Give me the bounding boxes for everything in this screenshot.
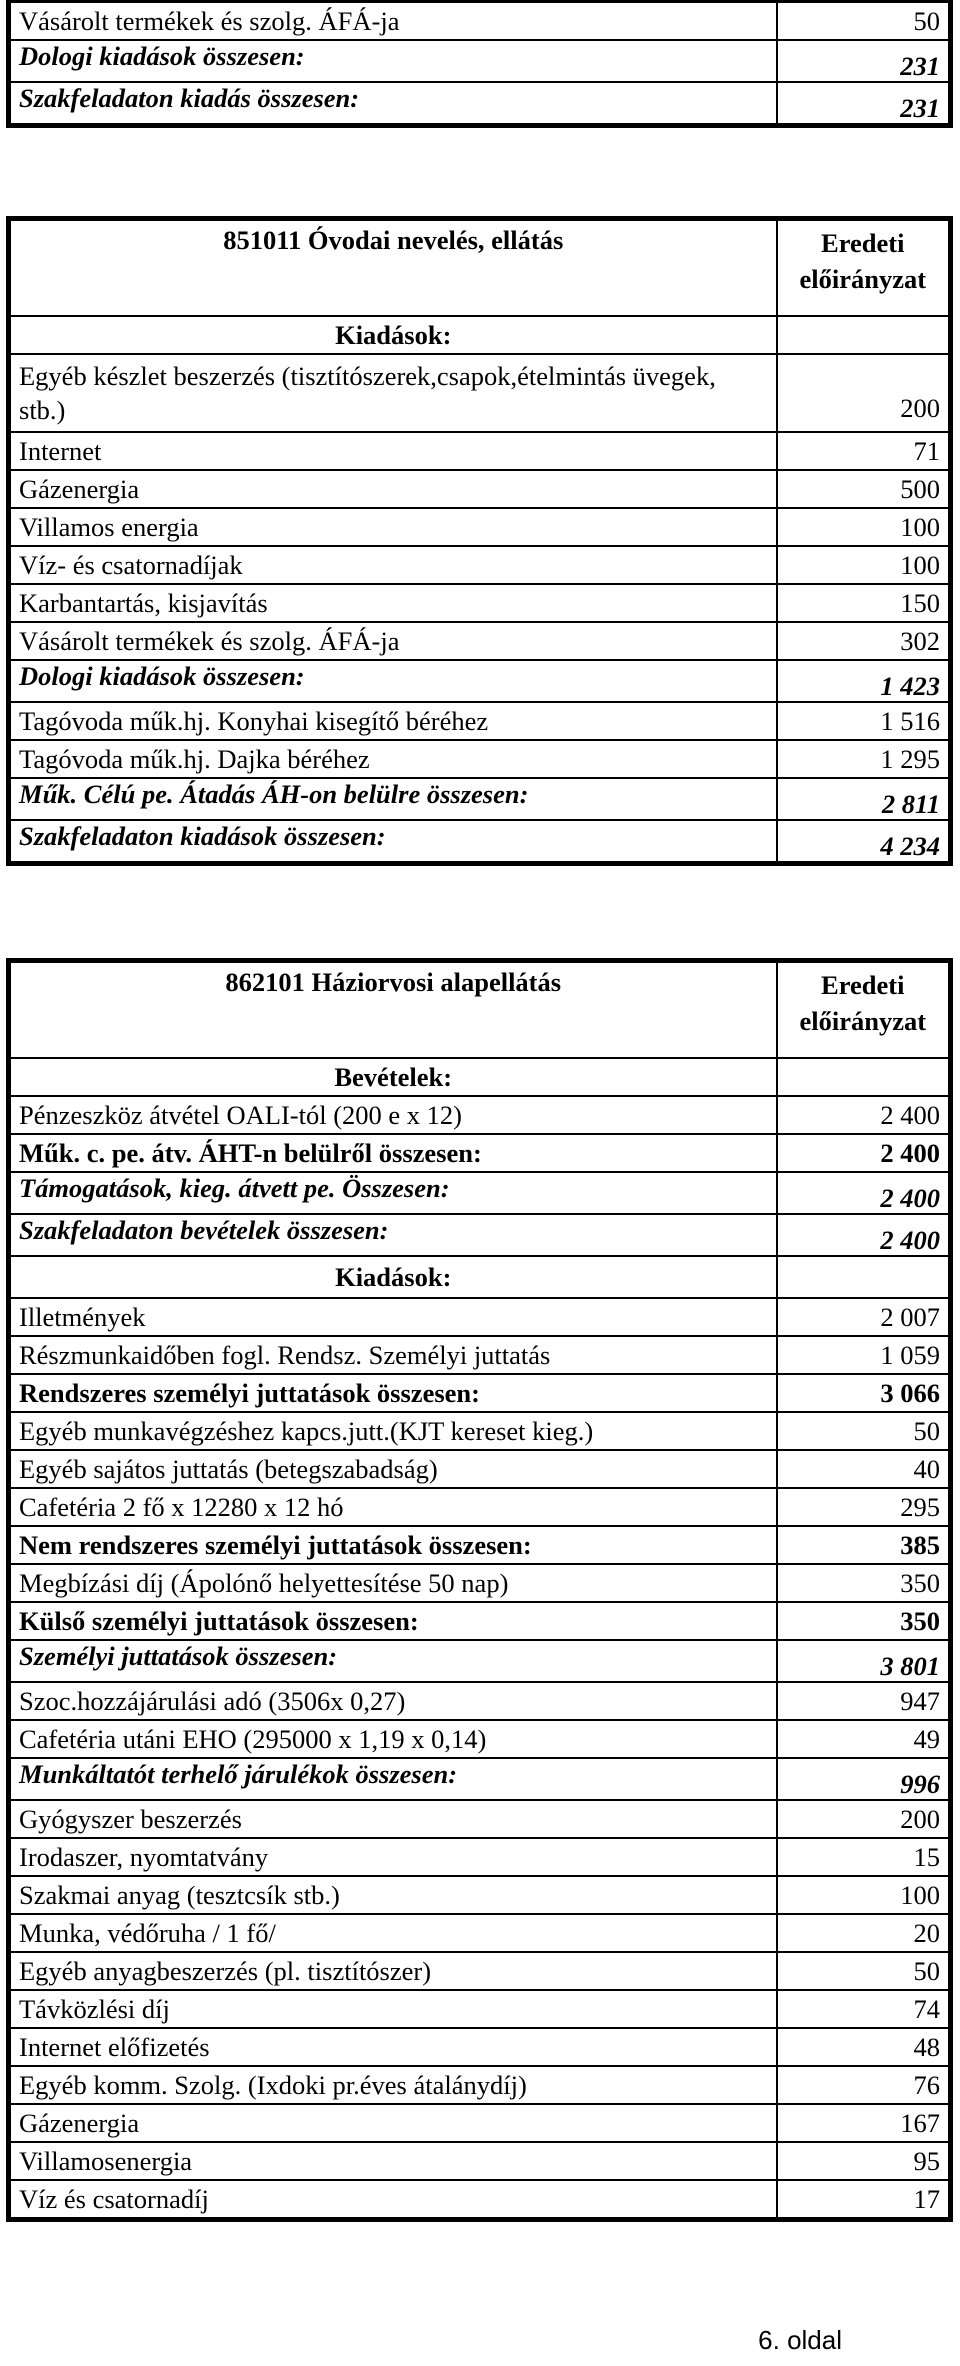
row-label: Munka, védőruha / 1 fő/ <box>9 1914 777 1952</box>
expenses-subheader: Kiadások: <box>9 316 777 354</box>
budget-table-862101 <box>6 958 953 2222</box>
table-row <box>9 1134 951 1172</box>
table-row <box>9 1564 951 1602</box>
table-row <box>9 82 951 126</box>
table-row <box>9 820 951 864</box>
row-value: 200 <box>777 1800 951 1838</box>
table-row <box>9 702 951 740</box>
table-row <box>9 740 951 778</box>
row-label: Személyi juttatások összesen: <box>9 1640 777 1682</box>
row-label: Támogatások, kieg. átvett pe. Összesen: <box>9 1172 777 1214</box>
row-value: 1 423 <box>777 660 951 702</box>
row-value: 947 <box>777 1682 951 1720</box>
row-label: Megbízási díj (Ápolónő helyettesítése 50 nap) <box>9 1564 777 1602</box>
row-value: 100 <box>777 1876 951 1914</box>
row-value: 500 <box>777 470 951 508</box>
row-value: 50 <box>777 2 951 41</box>
table-row <box>9 1914 951 1952</box>
empty-cell <box>777 316 951 354</box>
budget-table-851011 <box>6 216 953 866</box>
row-value: 100 <box>777 546 951 584</box>
table-row <box>9 2066 951 2104</box>
table-row <box>9 1602 951 1640</box>
income-subheader: Bevételek: <box>9 1058 777 1096</box>
table-row <box>9 660 951 702</box>
row-value: 231 <box>777 82 951 126</box>
table-row <box>9 1412 951 1450</box>
table-row <box>9 1488 951 1526</box>
row-value: 50 <box>777 1412 951 1450</box>
section-title: 862101 Háziorvosi alapellátás <box>9 961 777 1059</box>
expenses-subheader: Kiadások: <box>9 1256 777 1298</box>
row-value: 95 <box>777 2142 951 2180</box>
table-row <box>9 2 951 41</box>
table-row <box>9 2028 951 2066</box>
row-value: 350 <box>777 1564 951 1602</box>
row-value: 2 400 <box>777 1134 951 1172</box>
row-label: Szakmai anyag (tesztcsík stb.) <box>9 1876 777 1914</box>
row-label: Gázenergia <box>9 2104 777 2142</box>
row-label: Vásárolt termékek és szolg. ÁFÁ-ja <box>9 622 777 660</box>
table-row <box>9 622 951 660</box>
table-row <box>9 470 951 508</box>
row-label: Egyéb sajátos juttatás (betegszabadság) <box>9 1450 777 1488</box>
row-label: Tagóvoda műk.hj. Dajka béréhez <box>9 740 777 778</box>
row-value: 1 516 <box>777 702 951 740</box>
table-row <box>9 1720 951 1758</box>
row-label: Vásárolt termékek és szolg. ÁFÁ-ja <box>9 2 777 41</box>
row-value: 20 <box>777 1914 951 1952</box>
row-value: 15 <box>777 1838 951 1876</box>
row-value: 996 <box>777 1758 951 1800</box>
row-label: Villamosenergia <box>9 2142 777 2180</box>
row-value: 49 <box>777 1720 951 1758</box>
table-row <box>9 40 951 82</box>
row-label: Műk. c. pe. átv. ÁHT-n belülről összesen: <box>9 1134 777 1172</box>
row-label: Cafetéria utáni EHO (295000 x 1,19 x 0,14) <box>9 1720 777 1758</box>
row-value: 3 066 <box>777 1374 951 1412</box>
table-row <box>9 1838 951 1876</box>
table-row <box>9 2180 951 2220</box>
row-label: Dologi kiadások összesen: <box>9 660 777 702</box>
row-value: 40 <box>777 1450 951 1488</box>
table-row <box>9 2142 951 2180</box>
table-row <box>9 778 951 820</box>
row-label: Rendszeres személyi juttatások összesen: <box>9 1374 777 1412</box>
row-value: 2 400 <box>777 1096 951 1134</box>
row-value: 231 <box>777 40 951 82</box>
row-value: 167 <box>777 2104 951 2142</box>
row-label: Munkáltatót terhelő járulékok összesen: <box>9 1758 777 1800</box>
row-label: Internet előfizetés <box>9 2028 777 2066</box>
table-row <box>9 1450 951 1488</box>
row-label: Részmunkaidőben fogl. Rendsz. Személyi juttatás <box>9 1336 777 1374</box>
row-label: Szoc.hozzájárulási adó (3506x 0,27) <box>9 1682 777 1720</box>
table-row <box>9 584 951 622</box>
column-header-original-appropriation: Eredeti előirányzat <box>777 219 951 317</box>
row-label: Cafetéria 2 fő x 12280 x 12 hó <box>9 1488 777 1526</box>
table-row <box>9 354 951 432</box>
table-row <box>9 1096 951 1134</box>
empty-cell <box>777 1256 951 1298</box>
row-value: 100 <box>777 508 951 546</box>
row-label: Illetmények <box>9 1298 777 1336</box>
row-value: 302 <box>777 622 951 660</box>
row-value: 76 <box>777 2066 951 2104</box>
row-value: 71 <box>777 432 951 470</box>
table-row <box>9 1640 951 1682</box>
row-value: 48 <box>777 2028 951 2066</box>
table-row <box>9 1682 951 1720</box>
table-row <box>9 1298 951 1336</box>
row-value: 3 801 <box>777 1640 951 1682</box>
section-title: 851011 Óvodai nevelés, ellátás <box>9 219 777 317</box>
row-label: Egyéb készlet beszerzés (tisztítószerek,csapok,ételmintás üvegek, stb.) <box>9 354 777 432</box>
row-label: Dologi kiadások összesen: <box>9 40 777 82</box>
table-row <box>9 1214 951 1256</box>
row-label: Távközlési díj <box>9 1990 777 2028</box>
row-label: Gyógyszer beszerzés <box>9 1800 777 1838</box>
row-value: 200 <box>777 354 951 432</box>
row-label: Egyéb komm. Szolg. (Ixdoki pr.éves átalánydíj) <box>9 2066 777 2104</box>
table-row <box>9 1990 951 2028</box>
row-label: Szakfeladaton bevételek összesen: <box>9 1214 777 1256</box>
row-value: 1 059 <box>777 1336 951 1374</box>
table-row <box>9 508 951 546</box>
budget-table-continued <box>6 0 953 128</box>
row-label: Szakfeladaton kiadások összesen: <box>9 820 777 864</box>
row-label: Külső személyi juttatások összesen: <box>9 1602 777 1640</box>
table-row <box>9 1876 951 1914</box>
row-label: Egyéb anyagbeszerzés (pl. tisztítószer) <box>9 1952 777 1990</box>
row-value: 50 <box>777 1952 951 1990</box>
table-row <box>9 1374 951 1412</box>
table-row <box>9 1526 951 1564</box>
row-value: 1 295 <box>777 740 951 778</box>
row-value: 385 <box>777 1526 951 1564</box>
row-label: Irodaszer, nyomtatvány <box>9 1838 777 1876</box>
row-label: Villamos energia <box>9 508 777 546</box>
row-label: Egyéb munkavégzéshez kapcs.jutt.(KJT kereset kieg.) <box>9 1412 777 1450</box>
row-value: 4 234 <box>777 820 951 864</box>
row-value: 2 400 <box>777 1214 951 1256</box>
table-row <box>9 546 951 584</box>
row-value: 2 400 <box>777 1172 951 1214</box>
row-label: Internet <box>9 432 777 470</box>
table-row <box>9 1336 951 1374</box>
row-label: Gázenergia <box>9 470 777 508</box>
row-label: Karbantartás, kisjavítás <box>9 584 777 622</box>
row-label: Pénzeszköz átvétel OALI-tól (200 e x 12) <box>9 1096 777 1134</box>
page-number: 6. oldal <box>758 2325 842 2355</box>
row-value: 295 <box>777 1488 951 1526</box>
row-value: 2 007 <box>777 1298 951 1336</box>
table-row <box>9 1952 951 1990</box>
table-row <box>9 1758 951 1800</box>
row-label: Tagóvoda műk.hj. Konyhai kisegítő béréhez <box>9 702 777 740</box>
row-label: Víz- és csatornadíjak <box>9 546 777 584</box>
row-value: 350 <box>777 1602 951 1640</box>
table-row <box>9 1800 951 1838</box>
row-value: 17 <box>777 2180 951 2220</box>
column-header-original-appropriation: Eredeti előirányzat <box>777 961 951 1059</box>
table-row <box>9 2104 951 2142</box>
row-value: 2 811 <box>777 778 951 820</box>
row-value: 74 <box>777 1990 951 2028</box>
row-label: Szakfeladaton kiadás összesen: <box>9 82 777 126</box>
row-label: Víz és csatornadíj <box>9 2180 777 2220</box>
row-label: Nem rendszeres személyi juttatások összesen: <box>9 1526 777 1564</box>
row-label: Műk. Célú pe. Átadás ÁH-on belülre összesen: <box>9 778 777 820</box>
empty-cell <box>777 1058 951 1096</box>
table-row <box>9 1256 951 1298</box>
table-row <box>9 432 951 470</box>
table-row <box>9 1172 951 1214</box>
row-value: 150 <box>777 584 951 622</box>
